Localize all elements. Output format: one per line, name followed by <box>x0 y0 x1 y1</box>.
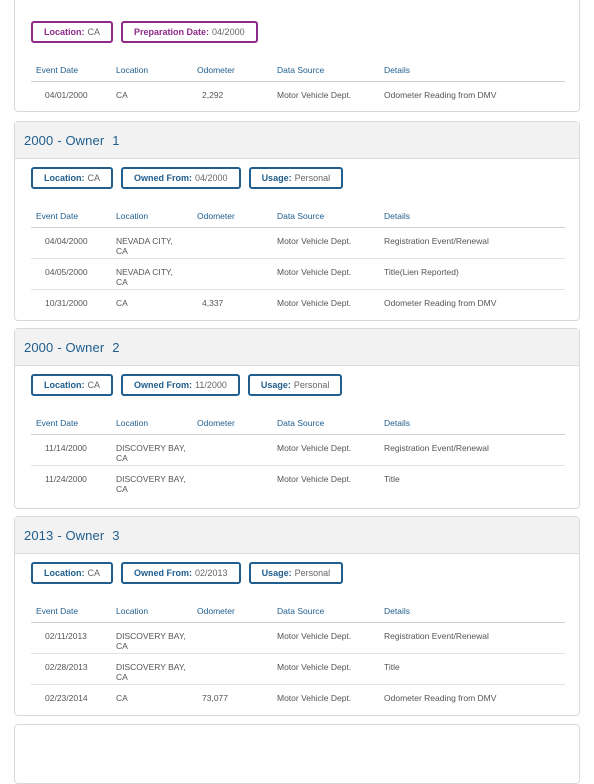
table-row: 04/01/2000 CA 2,292 Motor Vehicle Dept. Odometer Reading from DMV <box>45 90 497 100</box>
owned-from-pill: Owned From: 04/2000 <box>121 167 241 189</box>
table-row: 04/04/2000 NEVADA CITY, CA Motor Vehicle Dept. Registration Event/Renewal <box>31 228 565 259</box>
col-details: Details <box>384 412 565 435</box>
preparation-date-pill: Preparation Date: 04/2000 <box>121 21 258 43</box>
table-row: 11/24/2000 DISCOVERY BAY, CA Motor Vehicle Dept. Title <box>45 474 400 494</box>
event-table <box>31 600 565 716</box>
location-pill: Location: CA <box>31 21 113 43</box>
col-location: Location <box>116 205 197 228</box>
next-card-partial <box>14 724 580 784</box>
col-data-source: Data Source <box>277 600 384 623</box>
table-row: 02/28/2013 DISCOVERY BAY, CA Motor Vehicle Dept. Title <box>31 654 565 685</box>
col-details: Details <box>384 205 565 228</box>
owner-card-2 <box>14 328 580 509</box>
table-header <box>31 59 565 82</box>
owner-number: 1 <box>112 132 120 148</box>
usage-pill: Usage: Personal <box>249 167 344 189</box>
col-event-date: Event Date <box>31 59 116 82</box>
owner-header[interactable] <box>15 122 579 159</box>
owner-year: 2013 <box>24 527 54 543</box>
info-pills <box>31 167 343 189</box>
owner-header[interactable] <box>15 329 579 366</box>
col-odometer: Odometer <box>197 205 277 228</box>
col-details: Details <box>384 600 565 623</box>
info-pills <box>31 374 342 396</box>
usage-pill: Usage: Personal <box>248 374 343 396</box>
col-location: Location <box>116 412 197 435</box>
location-pill: Location: CA <box>31 167 113 189</box>
owned-from-pill: Owned From: 02/2013 <box>121 562 241 584</box>
table-row: 02/23/2014 CA 73,077 Motor Vehicle Dept. Odometer Reading from DMV <box>45 693 497 703</box>
col-odometer: Odometer <box>197 412 277 435</box>
table-header <box>31 412 565 435</box>
col-event-date: Event Date <box>31 205 116 228</box>
owner-number: 3 <box>112 527 120 543</box>
event-table <box>31 205 565 321</box>
col-odometer: Odometer <box>197 600 277 623</box>
owner-label: - Owner <box>57 132 105 148</box>
event-table <box>31 59 565 113</box>
owner-year: 2000 <box>24 339 54 355</box>
owner-header[interactable] <box>15 517 579 554</box>
col-location: Location <box>116 600 197 623</box>
table-header <box>31 600 565 623</box>
event-table <box>31 412 565 497</box>
owner-card-3 <box>14 516 580 716</box>
history-card-preparation <box>14 0 580 112</box>
info-pills <box>31 562 343 584</box>
owner-year: 2000 <box>24 132 54 148</box>
col-data-source: Data Source <box>277 412 384 435</box>
location-pill: Location: CA <box>31 562 113 584</box>
location-pill: Location: CA <box>31 374 113 396</box>
col-location: Location <box>116 59 197 82</box>
owner-label: - Owner <box>57 339 105 355</box>
col-event-date: Event Date <box>31 600 116 623</box>
usage-pill: Usage: Personal <box>249 562 344 584</box>
table-row: 11/14/2000 DISCOVERY BAY, CA Motor Vehicle Dept. Registration Event/Renewal <box>31 435 565 466</box>
col-details: Details <box>384 59 565 82</box>
table-row: 04/05/2000 NEVADA CITY, CA Motor Vehicle Dept. Title(Lien Reported) <box>31 259 565 290</box>
col-data-source: Data Source <box>277 205 384 228</box>
col-event-date: Event Date <box>31 412 116 435</box>
table-header <box>31 205 565 228</box>
owner-card-1 <box>14 121 580 321</box>
owned-from-pill: Owned From: 11/2000 <box>121 374 240 396</box>
owner-label: - Owner <box>57 527 105 543</box>
col-odometer: Odometer <box>197 59 277 82</box>
table-row: 02/11/2013 DISCOVERY BAY, CA Motor Vehicle Dept. Registration Event/Renewal <box>31 623 565 654</box>
owner-number: 2 <box>112 339 120 355</box>
col-data-source: Data Source <box>277 59 384 82</box>
info-pills <box>31 21 258 43</box>
table-row: 10/31/2000 CA 4,337 Motor Vehicle Dept. Odometer Reading from DMV <box>45 298 497 308</box>
